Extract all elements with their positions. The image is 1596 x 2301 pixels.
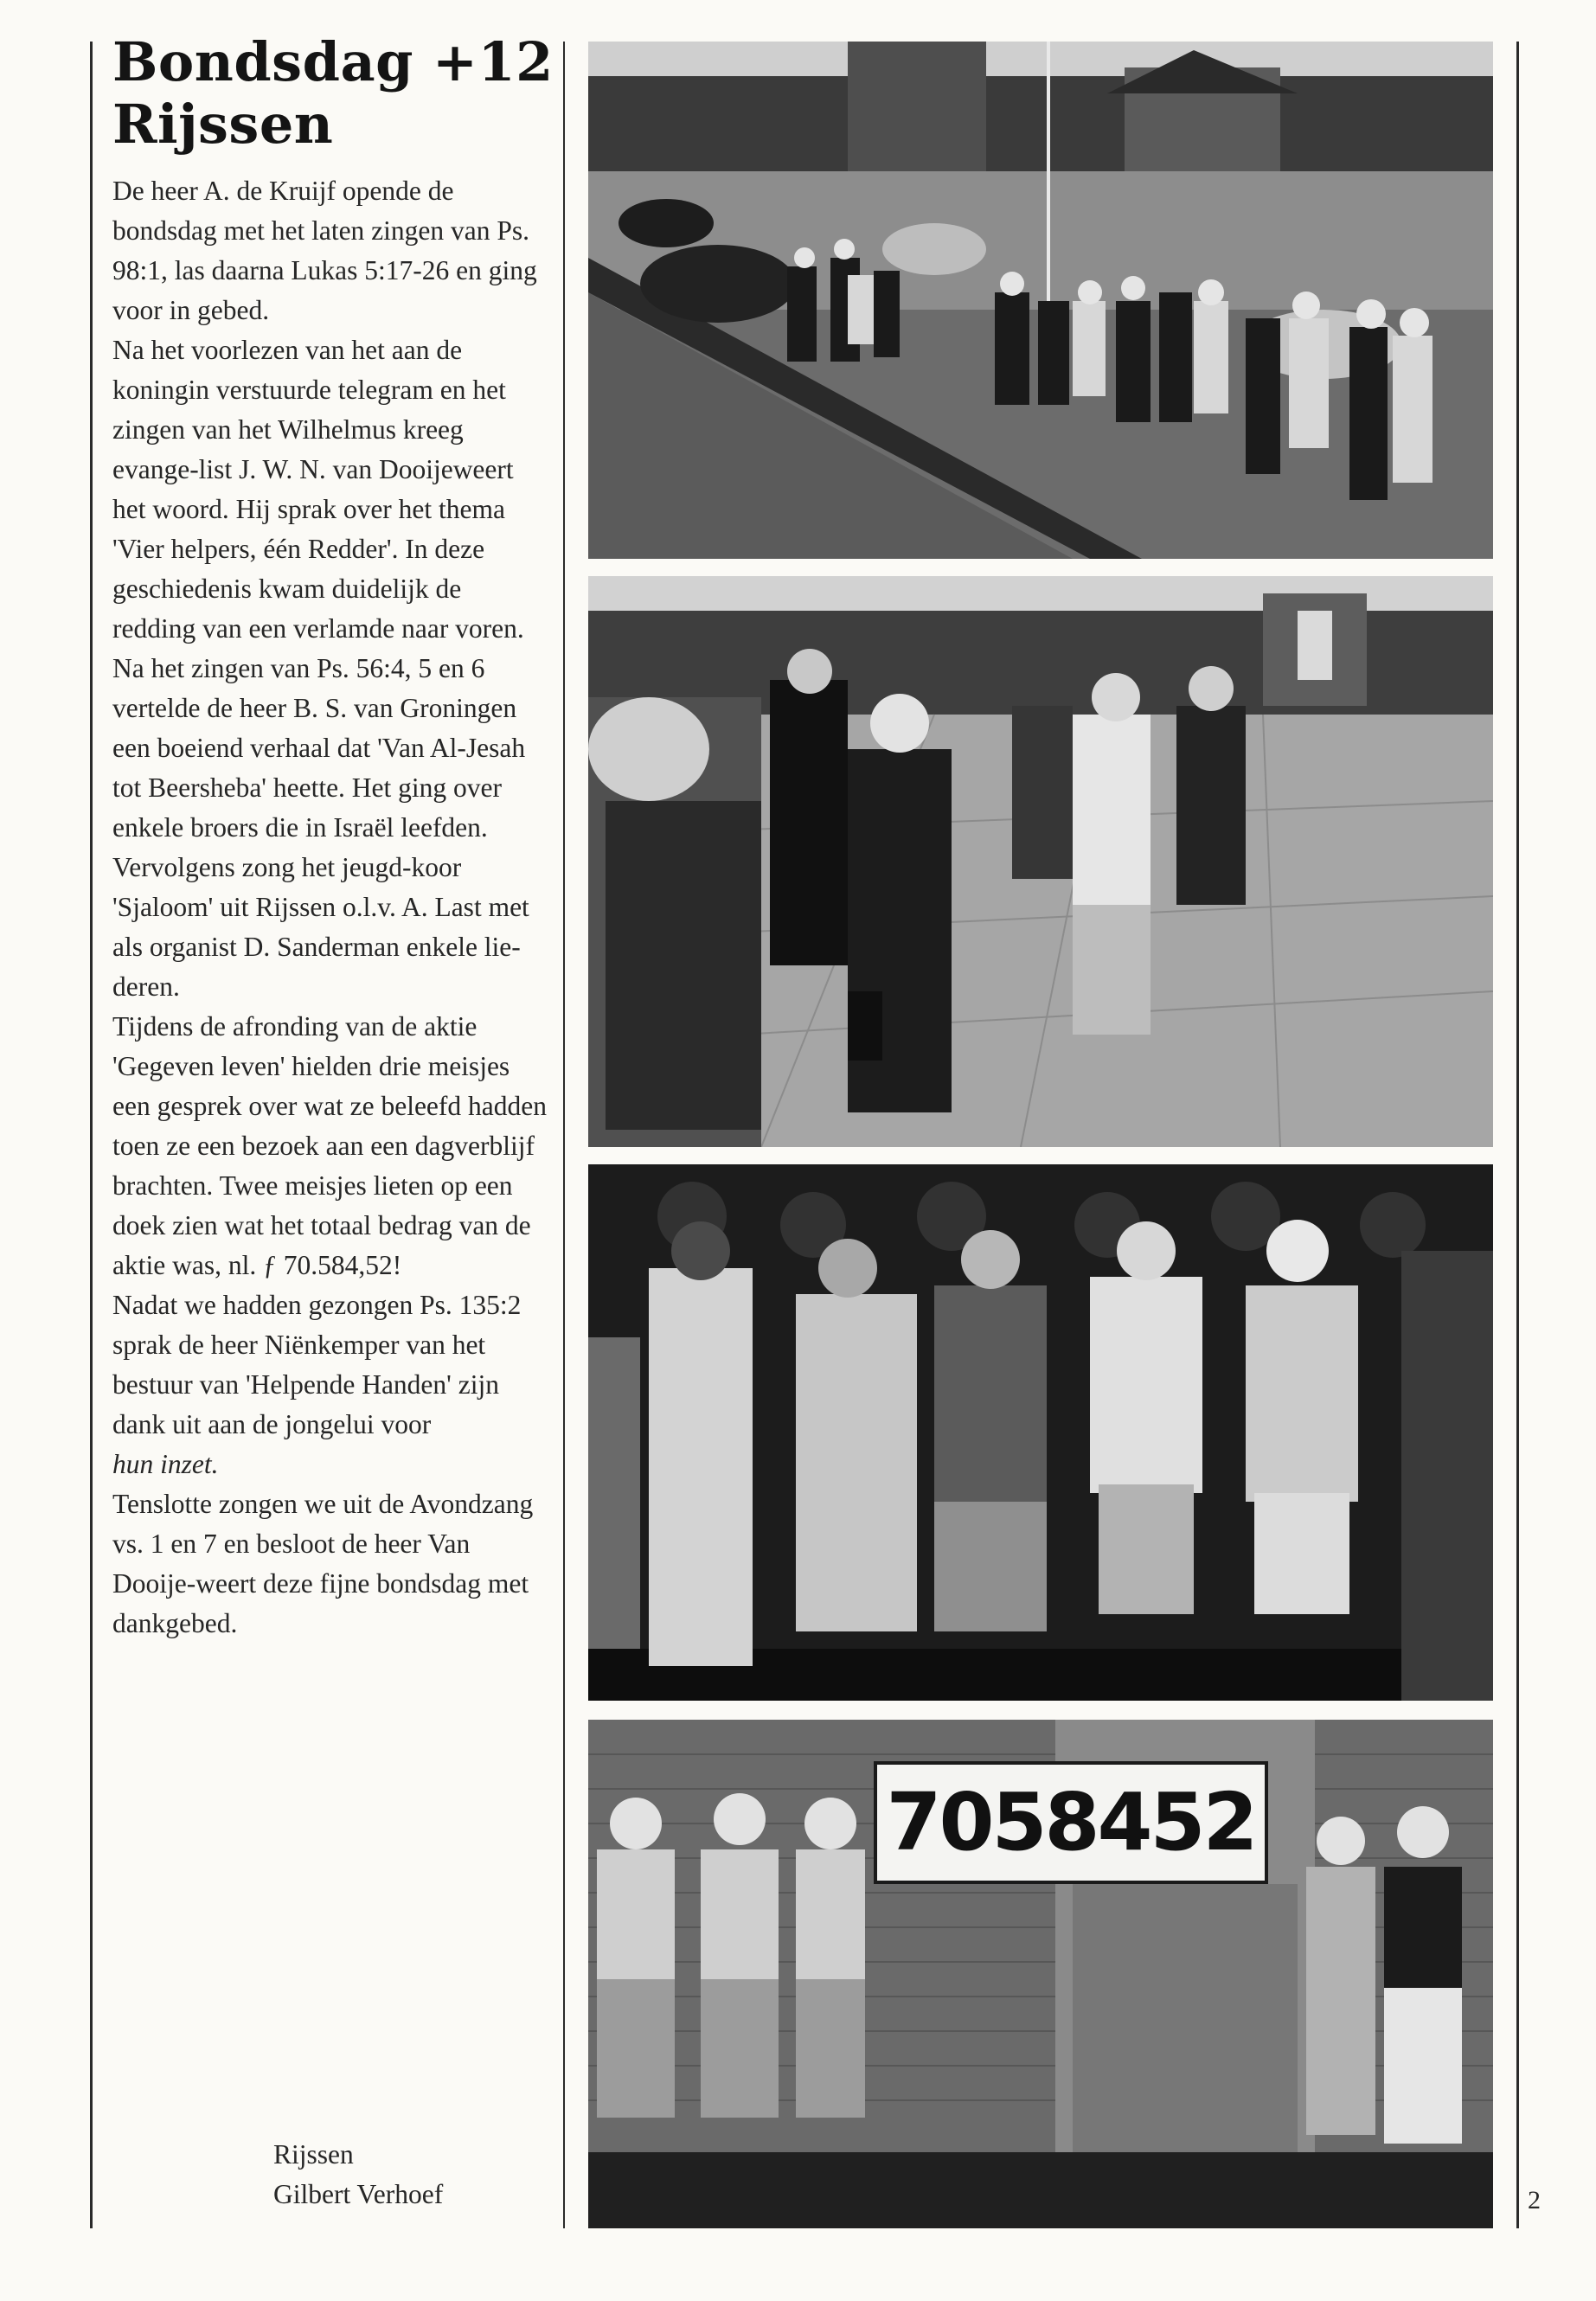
article-paragraph: De heer A. de Kruijf opende de bondsdag met het laten zingen van Ps. 98:1, las daarna Lukas 5:17-26 en ging voor in gebed. (112, 176, 537, 325)
photo-1-image (588, 42, 1493, 559)
photo-girls-with-sign (588, 1720, 1493, 2228)
article-paragraph: Tijdens de afronding van de aktie 'Gegeven leven' hielden drie meisjes een gesprek over wat ze beleefd hadden toen ze een bezoek aan een dagverblijf brachten. Twee meisjes lieten op een doek zien wat het totaal bedrag van de aktie was, nl. ƒ 70.584,52! (112, 1011, 547, 1280)
column-divider (563, 42, 565, 2228)
page-title (112, 31, 554, 156)
signature-author: Gilbert Verhoef (273, 2179, 444, 2209)
article-paragraph: Na het voorlezen van het aan de koningin verstuurde telegram en het zingen van het Wilhelmus kreeg evange-list J. W. N. van Dooijeweert het woord. Hij sprak over het thema 'Vier helpers, één Redder'. In deze geschiedenis kwam duidelijk de redding van een verlamde naar voren. (112, 335, 524, 644)
right-margin-rule (1516, 42, 1519, 2228)
article-paragraph: Vervolgens zong het jeugd-koor 'Sjaloom' uit Rijssen o.l.v. A. Last met als organist D. Sanderman enkele lie-deren. (112, 852, 529, 1002)
signature-place: Rijssen (273, 2139, 354, 2170)
photo-3-image (588, 1164, 1493, 1701)
photo-children-arriving (588, 576, 1493, 1147)
article-sentence: Nadat we hadden gezongen Ps. 135:2 sprak de heer Niënkemper van het bestuur van 'Helpende Handen' zijn dank uit aan de jongelui voor (112, 1290, 522, 1439)
article-emphasis: hun inzet. (112, 1449, 219, 1479)
title-line-1: Bondsdag +12 (112, 30, 554, 93)
photo-group-walking-street (588, 42, 1493, 559)
photo-group-indoors (588, 1164, 1493, 1701)
page-number: 2 (1528, 2186, 1541, 2214)
title-line-2: Rijssen (112, 93, 334, 156)
left-margin-rule (90, 42, 93, 2228)
photo-2-image (588, 576, 1493, 1147)
article-paragraph: Na het zingen van Ps. 56:4, 5 en 6 vertelde de heer B. S. van Groningen een boeiend verhaal dat 'Van Al-Jesah tot Beersheba' heette. Het ging over enkele broers die in Israël leefden. (112, 653, 526, 843)
signature-block (273, 2135, 550, 2214)
article-paragraph: Tenslotte zongen we uit de Avondzang vs. 1 en 7 en besloot de heer Van Dooije-weert deze fijne bondsdag met dankgebed. (112, 1489, 534, 1638)
article-body (112, 171, 549, 1644)
article-paragraph (112, 1285, 549, 1484)
amount-sign-board: 7058452 (874, 1761, 1268, 1884)
